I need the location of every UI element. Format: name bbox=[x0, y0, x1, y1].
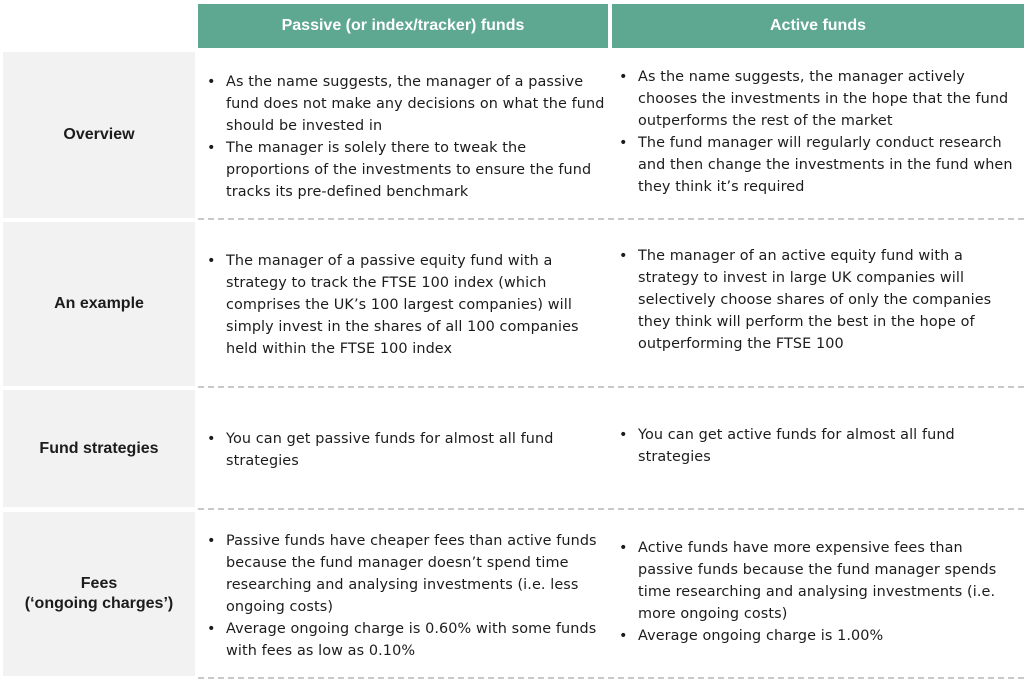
row-divider bbox=[198, 218, 1024, 220]
example-passive-cell bbox=[202, 250, 606, 360]
overview-active-cell bbox=[614, 66, 1022, 198]
list-item: • The manager of a passive equity fund with a strategy to track the FTSE 100 index (which comprises the UK’s 100 largest companies) will simply invest in the shares of all 100 companies held within the FTSE 100 index bbox=[202, 250, 606, 360]
list-item: • The manager is solely there to tweak the proportions of the investments to ensure the fund tracks its pre-defined benchmark bbox=[202, 137, 606, 203]
row-label-fund-strategies: Fund strategies bbox=[3, 390, 195, 507]
strategies-active-cell bbox=[614, 424, 1022, 468]
row-label-fees-line2: (‘ongoing charges’) bbox=[24, 595, 174, 612]
fees-passive-cell bbox=[202, 530, 606, 662]
row-label-example: An example bbox=[3, 222, 195, 386]
list-item: • Active funds have more expensive fees than passive funds because the fund manager spends time researching and analysing investments (i.e. more ongoing costs) bbox=[614, 537, 1022, 625]
column-header-passive: Passive (or index/tracker) funds bbox=[198, 4, 608, 48]
row-label-overview: Overview bbox=[3, 52, 195, 218]
row-divider bbox=[198, 508, 1024, 510]
list-item: • Average ongoing charge is 0.60% with some funds with fees as low as 0.10% bbox=[202, 618, 606, 662]
column-header-active: Active funds bbox=[612, 4, 1024, 48]
row-divider bbox=[198, 677, 1024, 679]
list-item: • As the name suggests, the manager actively chooses the investments in the hope that the fund outperforms the rest of the market bbox=[614, 66, 1022, 132]
row-label-fees-line1: Fees bbox=[80, 575, 118, 592]
example-active-cell bbox=[614, 245, 1022, 355]
list-item: • Passive funds have cheaper fees than active funds because the fund manager doesn’t spend time researching and analysing investments (i.e. less ongoing costs) bbox=[202, 530, 606, 618]
list-item: • You can get active funds for almost all fund strategies bbox=[614, 424, 1022, 468]
list-item: • You can get passive funds for almost all fund strategies bbox=[202, 428, 606, 472]
overview-passive-cell bbox=[202, 71, 606, 203]
list-item: • As the name suggests, the manager of a passive fund does not make any decisions on what the fund should be invested in bbox=[202, 71, 606, 137]
list-item: • Average ongoing charge is 1.00% bbox=[614, 625, 1022, 647]
list-item: • The manager of an active equity fund with a strategy to invest in large UK companies will selectively choose shares of only the companies they think will perform the best in the hope of outperforming the FTSE 100 bbox=[614, 245, 1022, 355]
row-label-fees bbox=[3, 512, 195, 676]
strategies-passive-cell bbox=[202, 428, 606, 472]
fees-active-cell bbox=[614, 537, 1022, 647]
list-item: • The fund manager will regularly conduct research and then change the investments in the fund when they think it’s required bbox=[614, 132, 1022, 198]
row-divider bbox=[198, 386, 1024, 388]
